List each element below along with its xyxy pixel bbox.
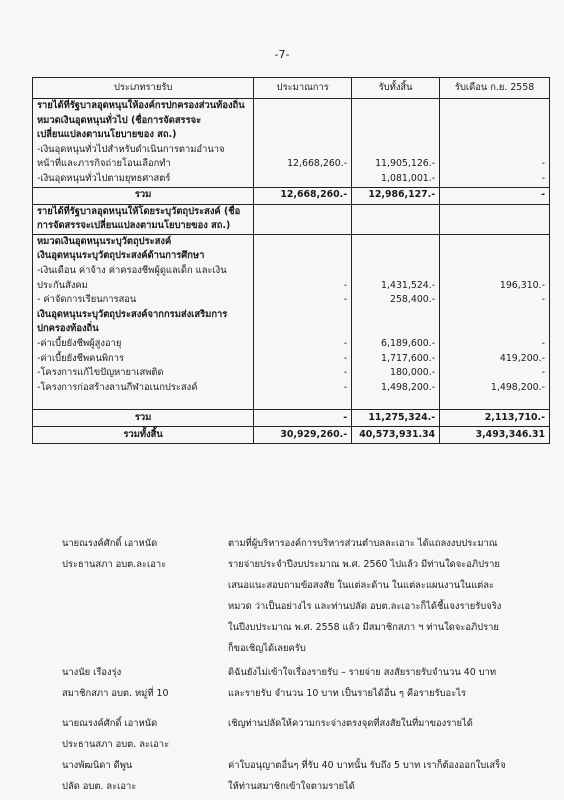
speaker-name: นางพัฒนิดา ดีพูน	[62, 760, 133, 771]
speaker-name: นายณรงค์ศักดิ์ เอาหนัด	[62, 718, 158, 729]
header-estimate: ประมาณการ	[254, 78, 352, 99]
cell-estimate: -	[254, 366, 352, 381]
cell-september: -	[440, 172, 550, 187]
section-title: รายได้ที่รัฐบาลอุดหนุนให้องค์กรปกครองส่วนท้องถิ่น	[33, 99, 254, 114]
subtotal-september: 2,113,710.-	[440, 410, 550, 427]
table-row	[33, 143, 550, 158]
speech-line: หมวด ว่าเป็นอย่างไร และท่านปลัด อบต.ละเอาะก็ได้ชี้แจงรายรับจริง	[228, 601, 502, 612]
speech-line: และรายรับ จำนวน 10 บาท เป็นรายได้อื่น ๆ คือรายรับอะไร	[228, 688, 466, 699]
speech-line: เชิญท่านปลัดให้ความกระจ่างตรงจุดที่สงสัยในที่มาของรายได้	[228, 718, 473, 729]
speaker-block	[62, 533, 212, 575]
cell-september: -	[440, 337, 550, 352]
table-row	[33, 293, 550, 308]
cell-estimate: 12,668,260.-	[254, 157, 352, 172]
row-label: -ค่าเบี้ยยังชีพผู้สูงอายุ	[33, 337, 254, 352]
subtotal-september: -	[440, 187, 550, 204]
speaker-role: ประธานสภา อบต. ละเอาะ	[62, 739, 170, 750]
speaker-name: นายณรงค์ศักดิ์ เอาหนัด	[62, 538, 158, 549]
row-label: - ค่าจัดการเรียนการสอน	[33, 293, 254, 308]
speaker-role: สมาชิกสภา อบต. หมู่ที่ 10	[62, 688, 169, 699]
cell-estimate: -	[254, 381, 352, 396]
cell-received: 1,498,200.-	[352, 381, 440, 396]
speech-line: ค่าใบอนุญาตอื่นๆ ที่รับ 40 บาทนั้น รับถึง 5 บาท เราก็ต้องออกใบเสร็จ	[228, 760, 506, 771]
cell-september: 1,498,200.-	[440, 381, 550, 396]
speaker-block	[62, 755, 212, 797]
table-row	[33, 395, 550, 410]
speech-line: ก็ขอเชิญได้เลยครับ	[228, 643, 306, 654]
table-row	[33, 264, 550, 279]
table-row	[33, 157, 550, 172]
table-row	[33, 352, 550, 367]
row-label: -โครงการก่อสร้างลานกีฬาอเนกประสงค์	[33, 381, 254, 396]
table-row	[33, 366, 550, 381]
cell-received: 180,000.-	[352, 366, 440, 381]
table-row	[33, 279, 550, 294]
speech-line: ตามที่ผู้บริหารองค์การบริหารส่วนตำบลละเอาะ ได้แถลงงบประมาณ	[228, 538, 498, 549]
table-header-row	[33, 78, 550, 99]
table-row	[33, 337, 550, 352]
table-row	[33, 172, 550, 187]
header-category: ประเภทรายรับ	[33, 78, 254, 99]
cell-september: -	[440, 157, 550, 172]
row-label: -โครงการแก้ไขปัญหายาเสพติด	[33, 366, 254, 381]
section-subtitle: หมวดเงินอุดหนุนทั่วไป (ชื่อการจัดสรรจะเปลี่ยนแปลงตามนโยบายของ สถ.)	[33, 114, 254, 143]
table-row	[33, 308, 550, 337]
row-label: หน้าที่และภารกิจถ่ายโอนเลือกทำ	[33, 157, 254, 172]
cell-estimate: -	[254, 279, 352, 294]
section-subtitle: หมวดเงินอุดหนุนระบุวัตถุประสงค์	[33, 234, 254, 249]
header-september: รับเดือน ก.ย. 2558	[440, 78, 550, 99]
speech-line: รายจ่ายประจำปีงบประมาณ พ.ศ. 2560 ไปแล้ว มีท่านใดจะอภิปราย	[228, 559, 500, 570]
speech-line: ดิฉันยังไม่เข้าใจเรื่องรายรับ – รายจ่าย สงสัยรายรับจำนวน 40 บาท	[228, 667, 497, 678]
cell-received: 258,400.-	[352, 293, 440, 308]
subtotal-estimate: -	[254, 410, 352, 427]
cell-received: 6,189,600.-	[352, 337, 440, 352]
row-label: -เงินเดือน ค่าจ้าง ค่าครองชีพผู้ดูแลเด็ก และเงิน	[33, 264, 254, 279]
table-row	[33, 234, 550, 249]
cell-september: 419,200.-	[440, 352, 550, 367]
cell-estimate: -	[254, 337, 352, 352]
cell-september: -	[440, 366, 550, 381]
speech-block	[228, 533, 548, 659]
section-subtitle: เงินอุดหนุนระบุวัตถุประสงค์ด้านการศึกษา	[33, 249, 254, 264]
row-label: -เงินอุดหนุนทั่วไปตามยุทธศาสตร์	[33, 172, 254, 187]
grand-total-label: รวมทั้งสิ้น	[33, 427, 254, 444]
row-label: -ค่าเบี้ยยังชีพคนพิการ	[33, 352, 254, 367]
subtotal-label: รวม	[33, 187, 254, 204]
header-received: รับทั้งสิ้น	[352, 78, 440, 99]
table-row	[33, 381, 550, 396]
table-row	[33, 204, 550, 234]
row-label: -เงินอุดหนุนทั่วไปสำหรับดำเนินการตามอำนาจ	[33, 143, 254, 158]
speech-line: เสนอแนะสอบถามข้อสงสัย ในแต่ละด้าน ในแต่ละแผนงานในแต่ละ	[228, 580, 495, 591]
table-row	[33, 114, 550, 143]
speech-block	[228, 755, 548, 797]
subtotal-row	[33, 187, 550, 204]
table-row	[33, 99, 550, 114]
cell-received: 1,717,600.-	[352, 352, 440, 367]
speaker-block	[62, 713, 212, 755]
grand-total-estimate: 30,929,260.-	[254, 427, 352, 444]
cell-estimate: -	[254, 352, 352, 367]
subtotal-estimate: 12,668,260.-	[254, 187, 352, 204]
cell-received: 1,431,524.-	[352, 279, 440, 294]
cell-september: 196,310.-	[440, 279, 550, 294]
grand-total-row	[33, 427, 550, 444]
table-row	[33, 249, 550, 264]
speech-block	[228, 662, 548, 704]
speaker-role: ปลัด อบต. ละเอาะ	[62, 781, 137, 792]
page-number: -7-	[274, 48, 290, 61]
subtotal-label: รวม	[33, 410, 254, 427]
section-subtitle: เงินอุดหนุนระบุวัตถุประสงค์จากกรมส่งเสริมการปกครองท้องถิ่น	[33, 308, 254, 337]
speech-line: ให้ท่านสมาชิกเข้าใจตามรายได้	[228, 781, 355, 792]
grand-total-received: 40,573,931.34	[352, 427, 440, 444]
section-title: รายได้ที่รัฐบาลอุดหนุนให้โดยระบุวัตถุประสงค์ (ชื่อการจัดสรรจะเปลี่ยนแปลงตามนโยบายของ สถ.)	[33, 204, 254, 234]
speaker-name: นางนัย เรืองรุ่ง	[62, 667, 122, 678]
subtotal-received: 11,275,324.-	[352, 410, 440, 427]
subtotal-row	[33, 410, 550, 427]
speaker-block	[62, 662, 212, 704]
revenue-table	[32, 77, 550, 444]
speech-block	[228, 713, 548, 734]
row-label: ประกันสังคม	[33, 279, 254, 294]
cell-september: -	[440, 293, 550, 308]
cell-received: 1,081,001.-	[352, 172, 440, 187]
cell-estimate: -	[254, 293, 352, 308]
speech-line: ในปีงบประมาณ พ.ศ. 2558 แล้ว มีสมาชิกสภา ฯ ท่านใดจะอภิปราย	[228, 622, 499, 633]
speaker-role: ประธานสภา อบต.ละเอาะ	[62, 559, 167, 570]
cell-received: 11,905,126.-	[352, 157, 440, 172]
grand-total-september: 3,493,346.31	[440, 427, 550, 444]
subtotal-received: 12,986,127.-	[352, 187, 440, 204]
